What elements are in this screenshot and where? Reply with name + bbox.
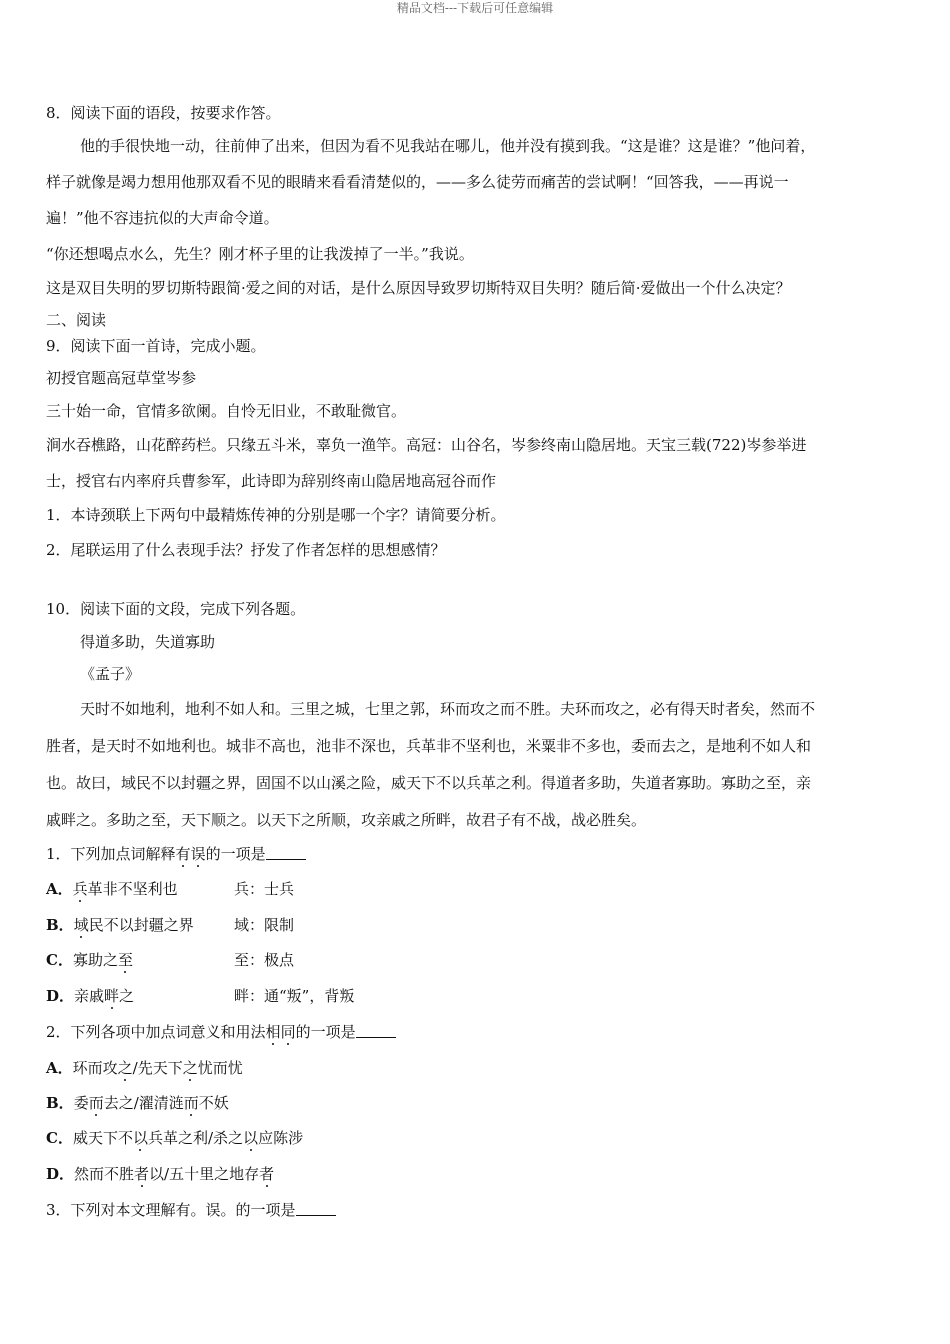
q10-s1-option-a: A．兵革非不坚利也 兵：士兵 [46, 880, 295, 898]
q10-s2-option-c: C．威天下不以兵革之利/杀之以应陈涉 [46, 1129, 304, 1147]
q10-s1-option-c: C．寡助之至 至：极点 [46, 951, 295, 969]
q8-title: 8．阅读下面的语段，按要求作答。 [46, 104, 281, 122]
q10-sub-1-title: 1．下列加点词解释有误的一项是 [46, 844, 306, 864]
poem-line-1: 三十始一命，官情多欲阑。自怜无旧业，不敢耻微官。 [46, 402, 407, 420]
q10-sub-2-title: 2．下列各项中加点词意义和用法相同的一项是 [46, 1022, 396, 1042]
text-para-4: 戚畔之。多助之至，天下顺之。以天下之所顺，攻亲戚之所畔，故君子有不战，战必胜矣。 [46, 811, 647, 829]
text-para-1: 天时不如地利，地利不如人和。三里之城，七里之郭，环而攻之而不胜。夫环而攻之，必有得天时者矣，然而不 [80, 700, 816, 718]
text-para-2: 胜者，是天时不如地利也。城非不高也，池非不深也，兵革非不坚利也，米粟非不多也，委而去之，是地利不如人和 [46, 737, 812, 755]
q9-title: 9．阅读下面一首诗，完成小题。 [46, 337, 266, 355]
q10-s1-option-d: D．亲戚畔之 畔：通“叛”，背叛 [46, 987, 355, 1005]
text-para-3: 也。故曰，域民不以封疆之界，固国不以山溪之险，威天下不以兵革之利。得道者多助，失道者寡助。寡助之至，亲 [46, 774, 812, 792]
text-title: 得道多助，失道寡助 [80, 633, 216, 651]
q8-para-1: 他的手很快地一动，往前伸了出来，但因为看不见我站在哪儿，他并没有摸到我。“这是谁？这是谁？”他问着， [80, 137, 816, 155]
answer-blank [296, 1201, 336, 1216]
poem-line-3: 士，授官右内率府兵曹参军，此诗即为辞别终南山隐居地高冠谷而作 [46, 472, 497, 490]
q9-sub-2: 2．尾联运用了什么表现手法？抒发了作者怎样的思想感情？ [46, 541, 446, 559]
q8-question: 这是双目失明的罗切斯特跟简·爱之间的对话，是什么原因导致罗切斯特双目失明？随后简·爱做出一个什么决定？ [46, 279, 791, 297]
poem-line-2: 涧水吞樵路，山花醉药栏。只缘五斗米，辜负一渔竿。高冠：山谷名，岑参终南山隐居地。天宝三载(722)岑参举进 [46, 436, 807, 454]
q10-title: 10．阅读下面的文段，完成下列各题。 [46, 600, 306, 618]
q8-para-2: 样子就像是竭力想用他那双看不见的眼睛来看看清楚似的，——多么徒劳而痛苦的尝试啊！“回答我，——再说一 [46, 173, 789, 191]
q9-sub-1: 1．本诗颈联上下两句中最精炼传神的分别是哪一个字？请简要分析。 [46, 506, 506, 524]
q8-para-3: 遍！”他不容违抗似的大声命令道。 [46, 209, 279, 227]
q10-s2-option-a: A．环而攻之/先天下之忧而忧 [46, 1059, 243, 1077]
q10-s2-option-b: B．委而去之/濯清涟而不妖 [46, 1094, 229, 1112]
answer-blank [356, 1023, 396, 1038]
q10-s1-option-b: B．域民不以封疆之界 域：限制 [46, 916, 295, 934]
page-header: 精品文档---下载后可任意编辑 [396, 1, 554, 15]
q10-s2-option-d: D．然而不胜者以/五十里之地存者 [46, 1165, 275, 1183]
q8-para-4: “你还想喝点水么，先生？刚才杯子里的让我泼掉了一半。”我说。 [46, 245, 474, 263]
poem-title: 初授官题高冠草堂岑参 [46, 369, 197, 387]
text-source: 《孟子》 [80, 665, 141, 683]
section-heading: 二、阅读 [46, 311, 107, 329]
q10-sub-3-title: 3．下列对本文理解有。误。的一项是 [46, 1200, 336, 1220]
answer-blank [266, 845, 306, 860]
